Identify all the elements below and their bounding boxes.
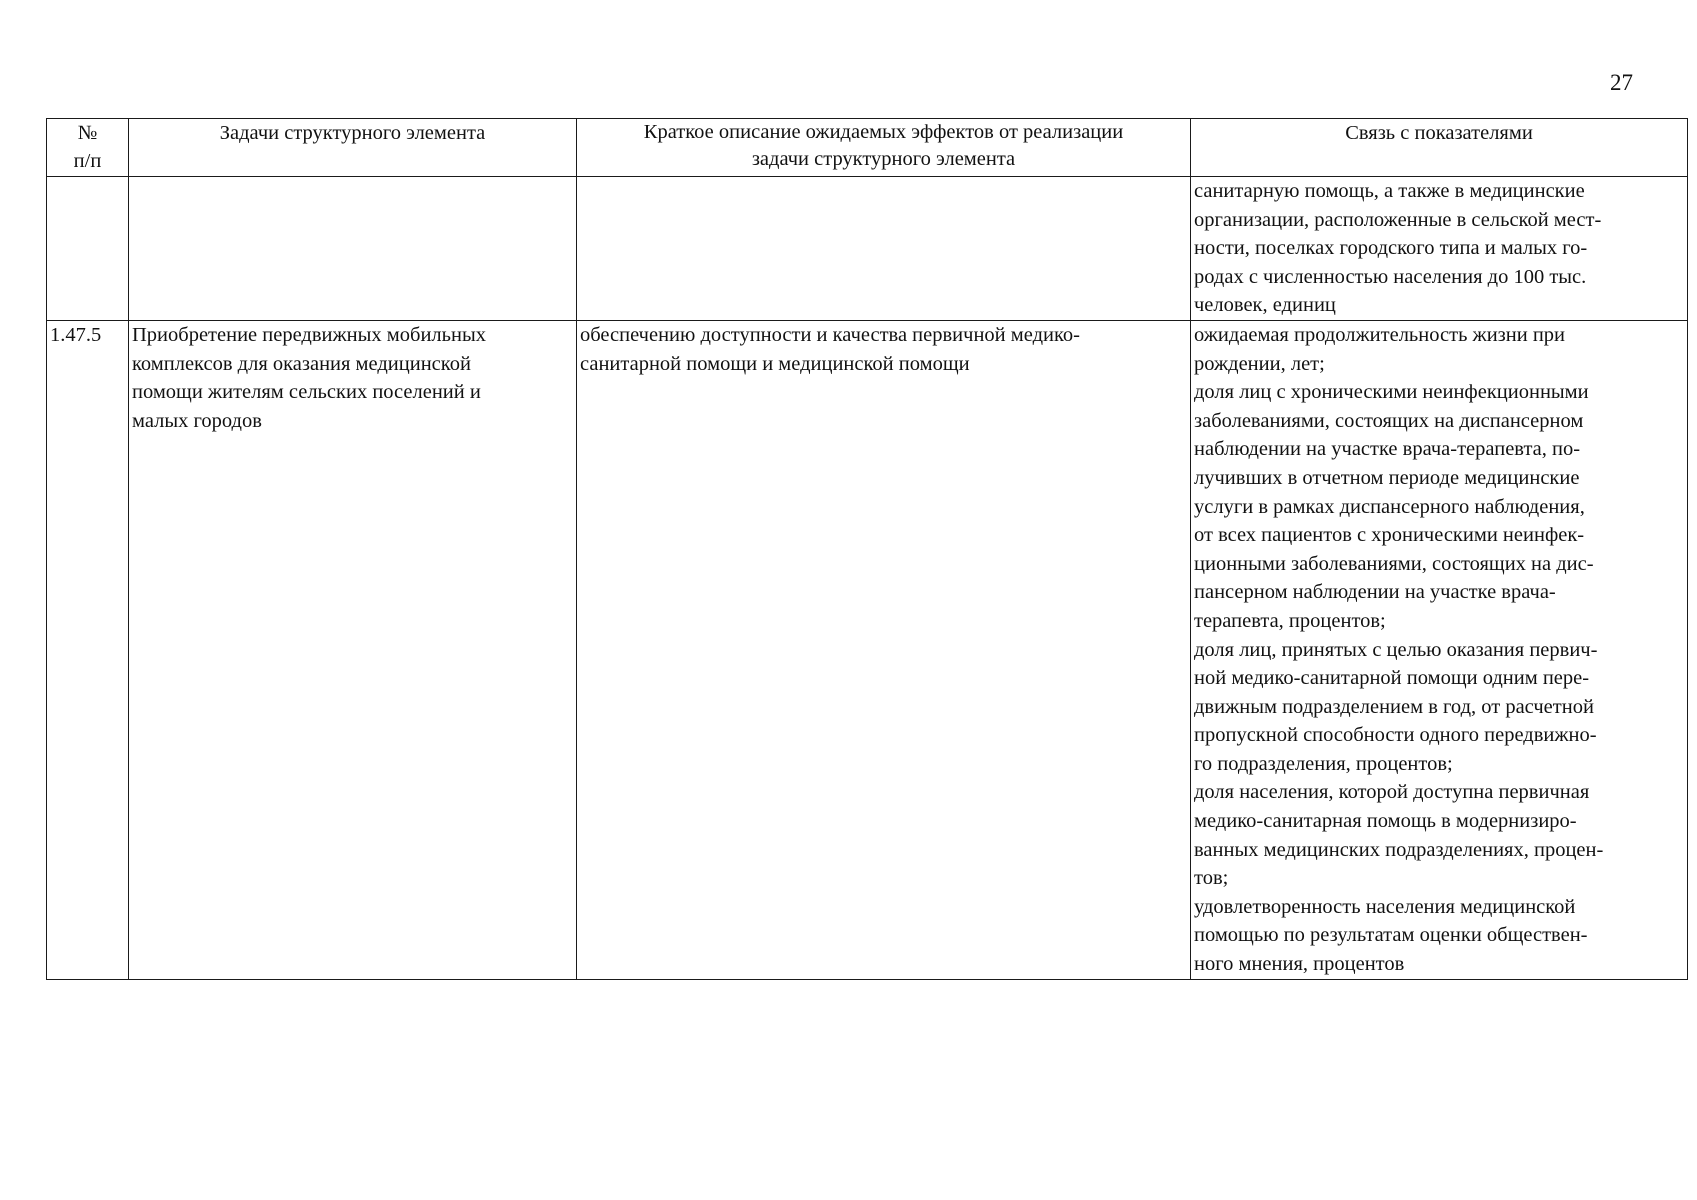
structural-element-table [46, 118, 1688, 980]
row-indicators: ожидаемая продолжительность жизни при рождении, лет; доля лиц с хроническими неинфекционными заболеваниями, состоящих на диспансерном наблюдении на участке врача-терапевта, по- лучивших в отчетном периоде медицинские услуги в рамках диспансерного наблюдения, от всех пациентов с хроническими неинфек- ционными заболеваниями, состоящих на дис- пансерном наблюдении на участке врача- терапевта, процентов; доля лиц, принятых с целью оказания первич- ной медико-санитарной помощи одним пере- движным подразделением в год, от расчетной пропускной способности одного передвижно- го подразделения, процентов; доля населения, которой доступна первичная медико-санитарная помощь в модернизиро- ванных медицинских подразделениях, процен- тов; удовлетворенность населения медицинской помощью по результатам оценки обществен- ного мнения, процентов [1191, 320, 1688, 979]
header-description: Краткое описание ожидаемых эффектов от реализации задачи структурного элемента [577, 119, 1191, 177]
row-number [47, 177, 129, 321]
row-task: Приобретение передвижных мобильных комплексов для оказания медицинской помощи жителям сельских поселений и малых городов [129, 320, 577, 979]
row-task [129, 177, 577, 321]
table-row [47, 320, 1688, 979]
row-number: 1.47.5 [47, 320, 129, 979]
header-indicators: Связь с показателями [1191, 119, 1688, 177]
row-description [577, 177, 1191, 321]
row-description: обеспечению доступности и качества первичной медико- санитарной помощи и медицинской помощи [577, 320, 1191, 979]
table-header-row [47, 119, 1688, 177]
header-tasks: Задачи структурного элемента [129, 119, 577, 177]
table-row [47, 177, 1688, 321]
header-number: № п/п [47, 119, 129, 177]
page-number: 27 [1610, 70, 1633, 95]
row-indicators: санитарную помощь, а также в медицинские организации, расположенные в сельской мест- ности, поселках городского типа и малых го- родах с численностью населения до 100 тыс. человек, единиц [1191, 177, 1688, 321]
